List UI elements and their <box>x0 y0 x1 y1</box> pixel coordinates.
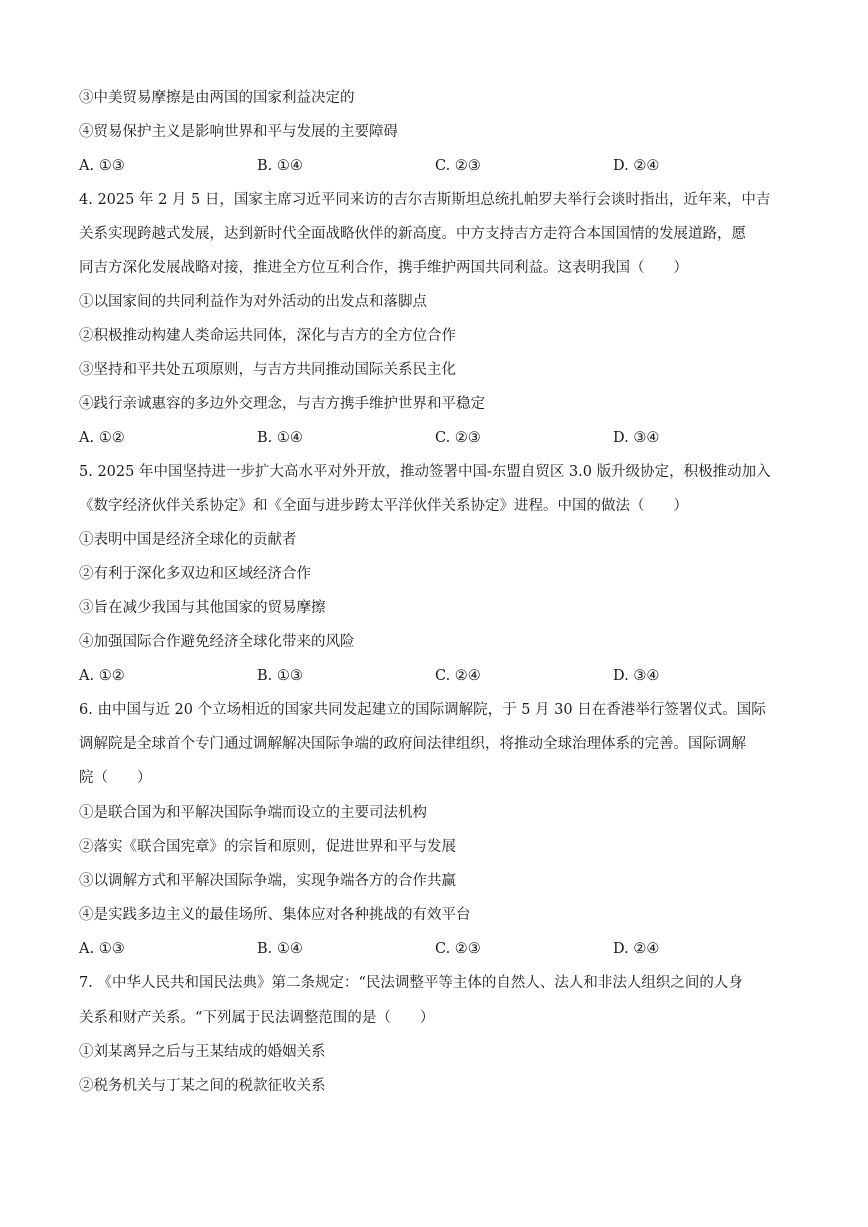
choice-d: D. ③④ <box>613 668 660 684</box>
choice-c: C. ②④ <box>435 668 481 684</box>
option-item: ③旨在减少我国与其他国家的贸易摩擦 <box>79 600 326 616</box>
choice-a: A. ①③ <box>79 941 125 957</box>
choice-a: A. ①② <box>79 430 125 446</box>
choice-a: A. ①② <box>79 668 125 684</box>
choice-b: B. ①③ <box>257 668 303 684</box>
question-stem: 同吉方深化发展战略对接，推进全方位互利合作，携手维护两国共同利益。这表明我国（ ） <box>79 260 688 276</box>
option-item: ②积极推动构建人类命运共同体，深化与吉方的全方位合作 <box>79 328 456 344</box>
question-stem: 5. 2025 年中国坚持进一步扩大高水平对外开放，推动签署中国-东盟自贸区 3.0 版升级协定，积极推动加入 <box>79 464 771 480</box>
choice-b: B. ①④ <box>257 430 303 446</box>
question-stem: 关系和财产关系。“下列属于民法调整范围的是（ ） <box>79 1010 435 1026</box>
question-stem: 7. 《中华人民共和国民法典》第二条规定：“民法调整平等主体的自然人、法人和非法人组织之间的人身 <box>79 975 743 991</box>
question-stem: 关系实现跨越式发展，达到新时代全面战略伙伴的新高度。中方支持吉方走符合本国国情的发展道路，愿 <box>79 226 746 242</box>
option-item: ①是联合国为和平解决国际争端而设立的主要司法机构 <box>79 805 427 821</box>
option-item: ①以国家间的共同利益作为对外活动的出发点和落脚点 <box>79 294 427 310</box>
choice-c: C. ②③ <box>435 158 481 174</box>
choice-d: D. ②④ <box>613 941 660 957</box>
option-item: ③坚持和平共处五项原则，与吉方共同推动国际关系民主化 <box>79 362 456 378</box>
option-item: ④加强国际合作避免经济全球化带来的风险 <box>79 634 355 650</box>
choice-c: C. ②③ <box>435 941 481 957</box>
choice-b: B. ①④ <box>257 158 303 174</box>
choice-c: C. ②③ <box>435 430 481 446</box>
question-stem: 院（ ） <box>79 770 152 786</box>
question-stem: 《数字经济伙伴关系协定》和《全面与进步跨太平洋伙伴关系协定》进程。中国的做法（ ） <box>79 498 688 514</box>
option-item: ②有利于深化多双边和区域经济合作 <box>79 566 311 582</box>
option-item: ②税务机关与丁某之间的税款征收关系 <box>79 1078 326 1094</box>
choice-d: D. ②④ <box>613 158 660 174</box>
option-item: ③中美贸易摩擦是由两国的国家利益决定的 <box>79 90 355 106</box>
option-item: ①刘某离异之后与王某结成的婚姻关系 <box>79 1044 326 1060</box>
choice-a: A. ①③ <box>79 158 125 174</box>
option-item: ③以调解方式和平解决国际争端，实现争端各方的合作共赢 <box>79 873 456 889</box>
option-item: ④是实践多边主义的最佳场所、集体应对各种挑战的有效平台 <box>79 907 471 923</box>
answer-choices <box>79 156 799 176</box>
choice-b: B. ①④ <box>257 941 303 957</box>
question-stem: 6. 由中国与近 20 个立场相近的国家共同发起建立的国际调解院，于 5 月 30 日在香港举行签署仪式。国际 <box>79 702 766 718</box>
answer-choices <box>79 428 799 448</box>
answer-choices <box>79 666 799 686</box>
question-stem: 调解院是全球首个专门通过调解解决国际争端的政府间法律组织，将推动全球治理体系的完善。国际调解 <box>79 736 746 752</box>
choice-d: D. ③④ <box>613 430 660 446</box>
question-stem: 4. 2025 年 2 月 5 日，国家主席习近平同来访的吉尔吉斯斯坦总统扎帕罗夫举行会谈时指出，近年来，中吉 <box>79 192 771 208</box>
option-item: ④践行亲诚惠容的多边外交理念，与吉方携手维护世界和平稳定 <box>79 396 485 412</box>
option-item: ④贸易保护主义是影响世界和平与发展的主要障碍 <box>79 124 398 140</box>
option-item: ②落实《联合国宪章》的宗旨和原则，促进世界和平与发展 <box>79 839 456 855</box>
answer-choices <box>79 939 799 959</box>
option-item: ①表明中国是经济全球化的贡献者 <box>79 532 297 548</box>
